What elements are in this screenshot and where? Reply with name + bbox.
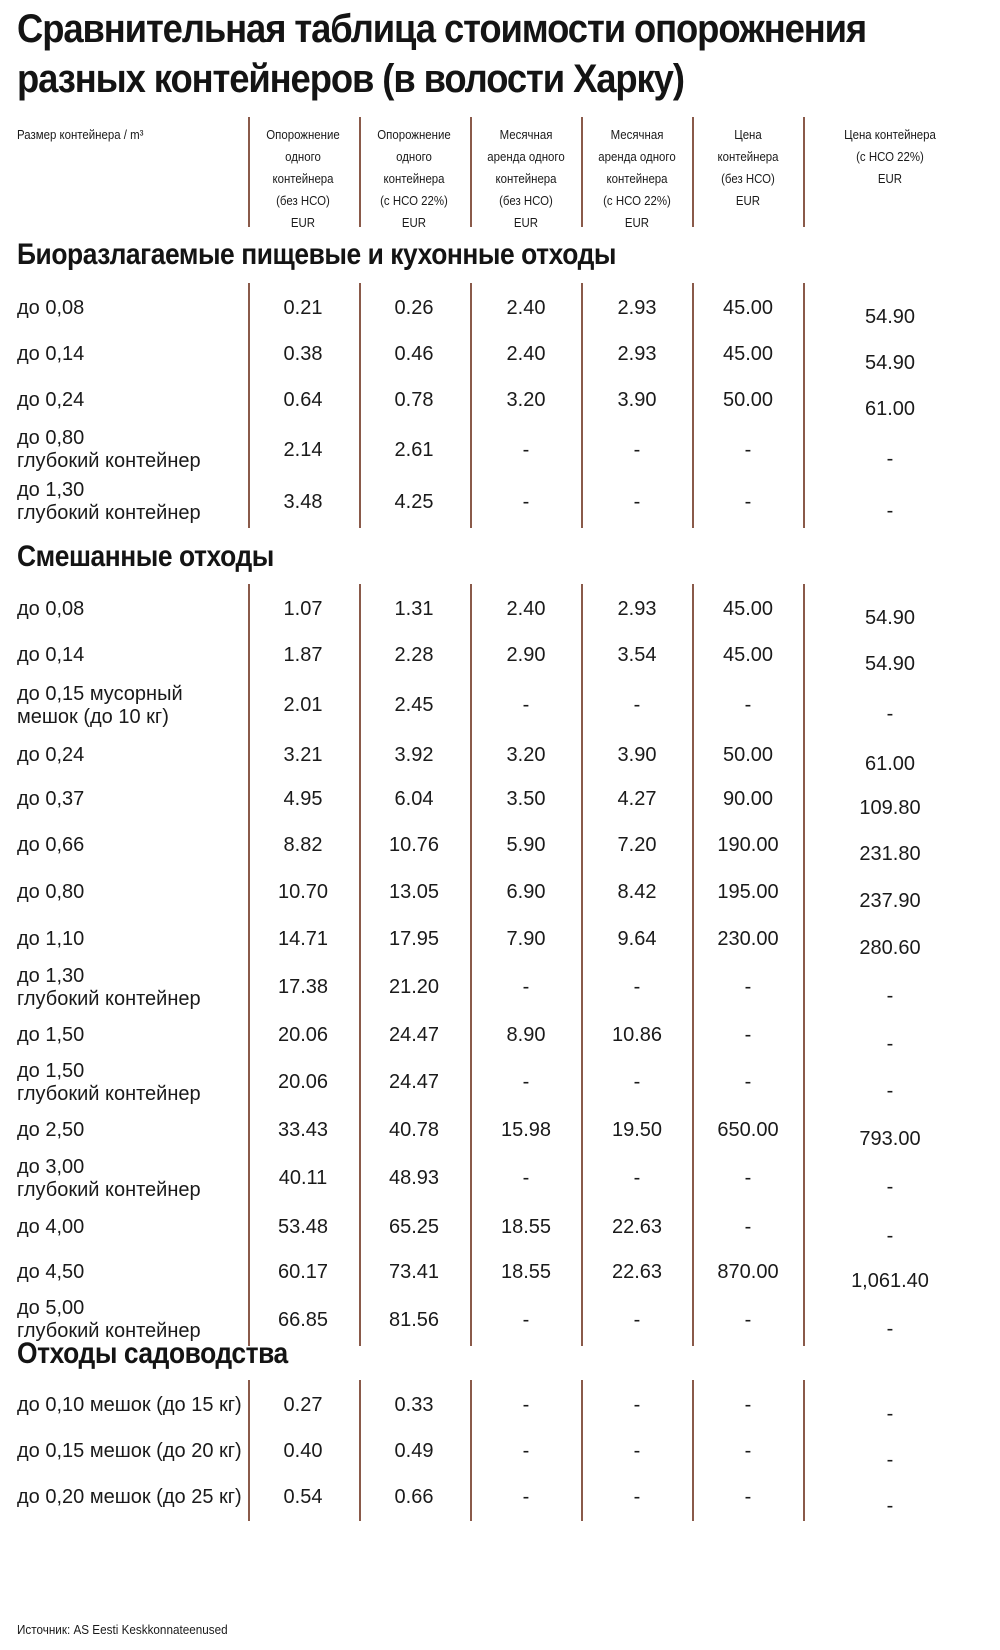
value-cell-col-6: -	[886, 1224, 894, 1247]
container-size-cell	[17, 1382, 262, 1429]
column-header-line: EUR	[877, 171, 903, 186]
value-cell-col-6: -	[886, 1080, 894, 1102]
container-size-cell	[17, 586, 262, 632]
value-cell-col-2: 2.45	[394, 694, 434, 716]
value-cell-col-4: -	[633, 1308, 641, 1331]
header-divider	[803, 117, 805, 227]
container-size-line: глубокий контейнер	[17, 987, 201, 1010]
container-size-cell	[17, 916, 262, 962]
value-cell-col-4: -	[633, 1486, 641, 1508]
value-cell-col-3: 7.90	[506, 927, 546, 950]
container-size-line: до 0,08	[17, 296, 85, 319]
column-header-line: (с НСО 22%)	[603, 193, 671, 208]
value-cell-col-5: 195.00	[717, 881, 779, 903]
container-size-line: глубокий контейнер	[17, 1320, 201, 1342]
container-size-line: до 0,08	[17, 597, 85, 620]
table-row	[0, 1429, 1000, 1474]
value-cell-col-1: 53.48	[277, 1215, 329, 1238]
value-cell-col-6: 231.80	[859, 843, 921, 865]
value-cell-col-6: 280.60	[859, 936, 921, 959]
table-row	[0, 331, 1000, 377]
container-size-line: до 0,80	[17, 881, 85, 903]
container-size-line: до 2,50	[17, 1119, 85, 1141]
column-header-line: одного	[285, 149, 321, 164]
value-cell-col-6: 54.90	[864, 606, 916, 629]
value-cell-col-2: 0.46	[394, 342, 434, 365]
value-cell-col-5: 45.00	[722, 296, 774, 319]
column-header-line: (без НСО)	[721, 171, 775, 186]
value-cell-col-1: 0.38	[283, 342, 323, 365]
container-size-line: до 1,30	[17, 479, 85, 501]
value-cell-col-6: -	[886, 703, 894, 725]
value-cell-col-2: 0.26	[394, 296, 434, 319]
value-cell-col-3: 15.98	[500, 1119, 552, 1141]
table-row	[0, 1250, 1000, 1294]
table-row	[0, 1382, 1000, 1429]
column-header-line: Опорожнение	[266, 127, 340, 142]
value-cell-col-2: 21.20	[388, 976, 440, 998]
table-row	[0, 377, 1000, 424]
value-cell-col-3: 18.55	[500, 1260, 552, 1283]
value-cell-col-5: 230.00	[717, 927, 779, 950]
value-cell-col-5: -	[744, 1071, 752, 1093]
table-row	[0, 476, 1000, 528]
column-header-5	[691, 124, 805, 240]
value-cell-col-3: 2.40	[506, 296, 546, 319]
value-cell-col-3: -	[522, 438, 530, 461]
column-header-line: контейнера	[606, 171, 668, 186]
value-cell-col-1: 0.27	[283, 1394, 323, 1416]
value-cell-col-6: -	[886, 1495, 894, 1517]
value-cell-col-4: 22.63	[611, 1215, 663, 1238]
container-size-cell	[17, 733, 262, 777]
value-cell-col-1: 3.21	[283, 743, 323, 766]
value-cell-col-3: 18.55	[500, 1215, 552, 1238]
column-header-line: Опорожнение	[377, 127, 451, 142]
container-size-cell	[17, 1474, 262, 1521]
container-size-line: глубокий контейнер	[17, 1178, 201, 1201]
value-cell-col-6: 237.90	[859, 890, 921, 912]
table-row	[0, 678, 1000, 733]
container-size-cell	[17, 869, 262, 916]
value-cell-col-6: 109.80	[859, 797, 921, 819]
column-header-line: EUR	[624, 215, 650, 230]
value-cell-col-5: -	[744, 1308, 752, 1331]
value-cell-col-1: 14.71	[277, 927, 329, 950]
column-header-4	[580, 124, 694, 240]
container-size-line: до 0,37	[17, 788, 85, 810]
table-row	[0, 869, 1000, 916]
value-cell-col-6: -	[886, 1176, 894, 1198]
value-cell-col-1: 1.07	[283, 597, 323, 620]
column-header-line: (с НСО 22%)	[380, 193, 448, 208]
value-cell-col-6: 54.90	[864, 351, 916, 374]
page-title	[17, 4, 891, 104]
container-size-cell	[17, 424, 262, 476]
value-cell-col-4: -	[633, 1440, 641, 1462]
table-header	[0, 124, 1000, 240]
header-divider	[359, 117, 361, 227]
value-cell-col-5: 45.00	[722, 597, 774, 620]
table-row	[0, 822, 1000, 869]
value-cell-col-2: 2.61	[394, 438, 434, 461]
column-header-1	[246, 124, 360, 240]
column-header-line: EUR	[513, 215, 539, 230]
value-cell-col-1: 20.06	[277, 1023, 329, 1046]
value-cell-col-6: -	[886, 1317, 894, 1340]
header-divider	[581, 117, 583, 227]
container-size-cell	[17, 1429, 262, 1474]
value-cell-col-2: 0.66	[394, 1486, 434, 1508]
column-header-line: контейнера	[717, 149, 779, 164]
container-size-line: до 0,14	[17, 342, 85, 365]
container-size-cell	[17, 1013, 262, 1057]
container-size-line: мешок (до 10 кг)	[17, 705, 169, 728]
container-size-cell	[17, 1057, 262, 1108]
column-header-line: EUR	[735, 193, 761, 208]
column-header-line: контейнера	[272, 171, 334, 186]
container-size-line: глубокий контейнер	[17, 502, 201, 524]
container-size-line: до 0,80	[17, 427, 85, 449]
column-header-6	[833, 124, 947, 240]
value-cell-col-3: -	[522, 1308, 530, 1331]
column-header-line: Месячная	[610, 127, 664, 142]
value-cell-col-3: -	[522, 1486, 530, 1508]
value-cell-col-2: 81.56	[388, 1308, 440, 1331]
value-cell-col-4: -	[633, 490, 641, 513]
value-cell-col-3: -	[522, 1167, 530, 1189]
value-cell-col-3: -	[522, 490, 530, 513]
column-header-line: EUR	[401, 215, 427, 230]
value-cell-col-5: -	[744, 694, 752, 716]
column-header-line: (с НСО 22%)	[856, 149, 924, 164]
container-size-cell	[17, 377, 262, 424]
container-size-line: до 0,15 мусорный	[17, 682, 183, 705]
value-cell-col-4: 4.27	[617, 788, 657, 810]
value-cell-col-1: 60.17	[277, 1260, 329, 1283]
column-header-line: аренда одного	[487, 149, 565, 164]
value-cell-col-1: 33.43	[277, 1119, 329, 1141]
value-cell-col-2: 48.93	[388, 1167, 440, 1189]
value-cell-col-4: 7.20	[617, 834, 657, 856]
value-cell-col-3: -	[522, 976, 530, 998]
value-cell-col-3: 8.90	[506, 1023, 546, 1046]
value-cell-col-2: 2.28	[394, 643, 434, 666]
value-cell-col-3: 2.40	[506, 342, 546, 365]
value-cell-col-2: 24.47	[388, 1071, 440, 1093]
table-row	[0, 632, 1000, 678]
container-size-line: до 1,50	[17, 1059, 85, 1082]
value-cell-col-2: 0.33	[394, 1394, 434, 1416]
container-size-cell	[17, 331, 262, 377]
value-cell-col-5: 50.00	[722, 743, 774, 766]
value-cell-col-4: 10.86	[611, 1023, 663, 1046]
value-cell-col-2: 24.47	[388, 1023, 440, 1046]
value-cell-col-5: -	[744, 1394, 752, 1416]
value-cell-col-4: 3.90	[617, 743, 657, 766]
container-size-cell	[17, 1250, 262, 1294]
value-cell-col-3: 3.50	[506, 788, 546, 810]
header-divider	[248, 117, 250, 227]
value-cell-col-3: 3.20	[506, 743, 546, 766]
value-cell-col-3: -	[522, 1440, 530, 1462]
container-size-cell	[17, 822, 262, 869]
container-size-line: до 0,15 мешок (до 20 кг)	[17, 1440, 242, 1462]
value-cell-col-4: -	[633, 976, 641, 998]
container-size-cell	[17, 962, 262, 1013]
value-cell-col-6: -	[886, 1449, 894, 1471]
value-cell-col-1: 2.14	[283, 438, 323, 461]
value-cell-col-6: 61.00	[864, 398, 916, 420]
column-header-line: EUR	[290, 215, 316, 230]
value-cell-col-2: 0.78	[394, 389, 434, 411]
column-header-line: одного	[396, 149, 432, 164]
value-cell-col-5: 50.00	[722, 389, 774, 411]
table-row	[0, 1474, 1000, 1521]
value-cell-col-6: 1,061.40	[851, 1269, 929, 1292]
value-cell-col-1: 0.40	[283, 1440, 323, 1462]
container-size-line: до 0,66	[17, 834, 85, 856]
value-cell-col-5: -	[744, 1215, 752, 1238]
value-cell-col-4: -	[633, 1071, 641, 1093]
value-cell-col-3: 6.90	[506, 881, 546, 903]
value-cell-col-1: 0.64	[283, 389, 323, 411]
container-size-cell	[17, 1108, 262, 1153]
table-row	[0, 777, 1000, 822]
value-cell-col-2: 0.49	[394, 1440, 434, 1462]
value-cell-col-6: 54.90	[864, 305, 916, 328]
value-cell-col-1: 2.01	[283, 694, 323, 716]
value-cell-col-5: -	[744, 1023, 752, 1046]
value-cell-col-1: 40.11	[278, 1167, 328, 1189]
value-cell-col-1: 4.95	[283, 788, 323, 810]
column-header-line: аренда одного	[598, 149, 676, 164]
container-size-line: до 0,24	[17, 389, 85, 411]
column-header-line: Месячная	[499, 127, 553, 142]
value-cell-col-5: 45.00	[722, 342, 774, 365]
header-divider	[692, 117, 694, 227]
container-size-line: до 4,00	[17, 1215, 85, 1238]
container-size-line: до 1,10	[17, 927, 85, 950]
column-header-line: контейнера	[383, 171, 445, 186]
value-cell-col-2: 13.05	[388, 881, 440, 903]
container-size-line: до 1,30	[17, 964, 85, 987]
column-header-line: Цена контейнера	[844, 127, 936, 142]
value-cell-col-4: 19.50	[611, 1119, 663, 1141]
container-size-line: до 5,00	[17, 1297, 85, 1319]
value-cell-col-2: 40.78	[388, 1119, 440, 1141]
table-row	[0, 733, 1000, 777]
value-cell-col-6: -	[886, 447, 894, 470]
column-header-line: контейнера	[495, 171, 557, 186]
value-cell-col-4: 3.90	[617, 389, 657, 411]
table-row	[0, 285, 1000, 331]
column-header-2	[357, 124, 471, 240]
column-header-line: (без НСО)	[276, 193, 330, 208]
value-cell-col-1: 20.06	[277, 1071, 329, 1093]
container-size-cell	[17, 632, 262, 678]
value-cell-col-6: 793.00	[859, 1128, 921, 1150]
table-row	[0, 1204, 1000, 1250]
value-cell-col-5: -	[744, 1486, 752, 1508]
value-cell-col-4: 2.93	[617, 342, 657, 365]
value-cell-col-1: 17.38	[277, 976, 329, 998]
value-cell-col-4: 3.54	[617, 643, 657, 666]
value-cell-col-4: 8.42	[617, 881, 657, 903]
container-size-cell	[17, 777, 262, 822]
section-title: Смешанные отходы	[17, 540, 274, 573]
container-size-line: до 0,14	[17, 643, 85, 666]
value-cell-col-1: 0.54	[283, 1486, 323, 1508]
value-cell-col-2: 73.41	[388, 1260, 440, 1283]
value-cell-col-5: 90.00	[722, 788, 774, 810]
container-size-line: до 0,20 мешок (до 25 кг)	[17, 1486, 242, 1508]
container-size-line: до 0,24	[17, 743, 85, 766]
value-cell-col-1: 66.85	[277, 1308, 329, 1331]
value-cell-col-4: 22.63	[611, 1260, 663, 1283]
table-row	[0, 1108, 1000, 1153]
value-cell-col-5: -	[744, 1167, 752, 1189]
value-cell-col-4: 2.93	[617, 597, 657, 620]
container-size-line: глубокий контейнер	[17, 450, 201, 472]
section-title: Биоразлагаемые пищевые и кухонные отходы	[17, 238, 617, 271]
value-cell-col-6: 61.00	[864, 752, 916, 775]
container-size-line: глубокий контейнер	[17, 1082, 201, 1105]
column-header-line: Размер контейнера / m³	[17, 127, 144, 142]
value-cell-col-6: 54.90	[864, 652, 916, 675]
value-cell-col-5: -	[744, 438, 752, 461]
value-cell-col-1: 1.87	[283, 643, 323, 666]
value-cell-col-6: -	[886, 1403, 894, 1425]
value-cell-col-3: 5.90	[506, 834, 546, 856]
value-cell-col-3: -	[522, 1394, 530, 1416]
value-cell-col-3: 2.40	[506, 597, 546, 620]
value-cell-col-1: 3.48	[283, 490, 323, 513]
table-row	[0, 962, 1000, 1013]
table-row	[0, 586, 1000, 632]
container-size-line: до 0,10 мешок (до 15 кг)	[17, 1394, 242, 1416]
column-header-line: Цена	[734, 127, 762, 142]
value-cell-col-4: 9.64	[617, 927, 657, 950]
value-cell-col-1: 10.70	[277, 881, 329, 903]
value-cell-col-2: 65.25	[388, 1215, 440, 1238]
header-divider	[470, 117, 472, 227]
value-cell-col-6: -	[886, 985, 894, 1007]
container-size-cell	[17, 476, 262, 528]
value-cell-col-4: 2.93	[617, 296, 657, 319]
container-size-line: до 4,50	[17, 1260, 85, 1283]
container-size-cell	[17, 678, 262, 733]
value-cell-col-5: 650.00	[717, 1119, 779, 1141]
value-cell-col-3: 3.20	[506, 389, 546, 411]
value-cell-col-2: 17.95	[388, 927, 440, 950]
column-header-line: (без НСО)	[499, 193, 553, 208]
value-cell-col-5: 45.00	[722, 643, 774, 666]
column-header-0	[17, 124, 219, 240]
column-header-3	[469, 124, 583, 240]
table-row	[0, 424, 1000, 476]
value-cell-col-3: 2.90	[506, 643, 546, 666]
container-size-line: до 1,50	[17, 1023, 85, 1046]
value-cell-col-5: 190.00	[717, 834, 779, 856]
value-cell-col-6: -	[886, 499, 894, 522]
section-title: Отходы садоводства	[17, 1337, 288, 1370]
value-cell-col-1: 0.21	[283, 296, 323, 319]
value-cell-col-5: 870.00	[717, 1260, 779, 1283]
value-cell-col-2: 6.04	[394, 788, 434, 810]
container-size-cell	[17, 1204, 262, 1250]
value-cell-col-5: -	[744, 976, 752, 998]
value-cell-col-3: -	[522, 1071, 530, 1093]
container-size-cell	[17, 285, 262, 331]
table-row	[0, 1057, 1000, 1108]
container-size-cell	[17, 1153, 262, 1204]
value-cell-col-4: -	[633, 438, 641, 461]
value-cell-col-5: -	[744, 1440, 752, 1462]
value-cell-col-1: 8.82	[283, 834, 323, 856]
title-line-1: Сравнительная таблица стоимости опорожнения	[17, 7, 867, 51]
source-note: Источник: AS Eesti Keskkonnateenused	[17, 1622, 228, 1637]
table-row	[0, 1153, 1000, 1204]
value-cell-col-2: 4.25	[394, 490, 434, 513]
table-row	[0, 916, 1000, 962]
container-size-line: до 3,00	[17, 1155, 85, 1178]
value-cell-col-5: -	[744, 490, 752, 513]
table-row	[0, 1013, 1000, 1057]
value-cell-col-2: 10.76	[388, 834, 440, 856]
value-cell-col-2: 3.92	[394, 743, 434, 766]
title-line-2: разных контейнеров (в волости Харку)	[17, 57, 684, 101]
value-cell-col-4: -	[633, 694, 641, 716]
value-cell-col-6: -	[886, 1032, 894, 1055]
value-cell-col-4: -	[633, 1167, 641, 1189]
value-cell-col-3: -	[522, 694, 530, 716]
value-cell-col-4: -	[633, 1394, 641, 1416]
value-cell-col-2: 1.31	[394, 597, 434, 620]
